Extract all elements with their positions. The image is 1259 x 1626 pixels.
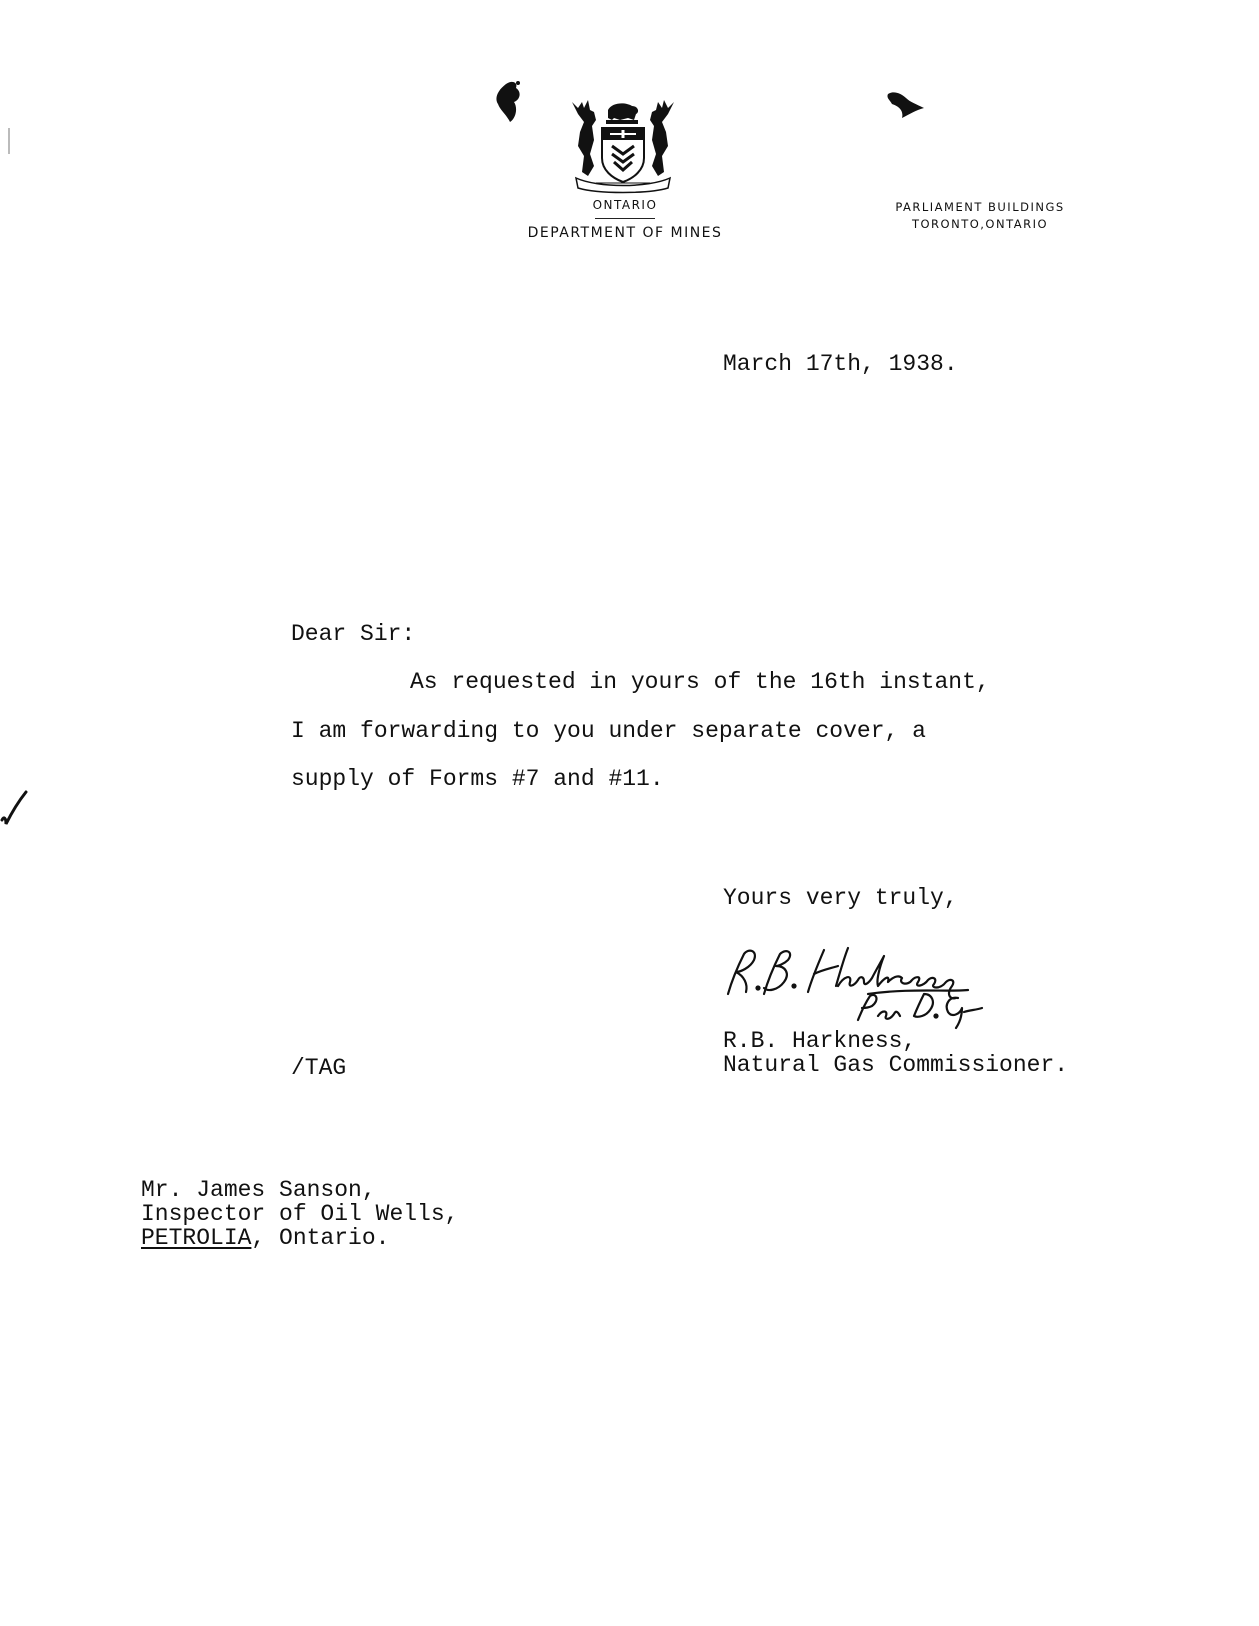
check-mark-icon: [0, 790, 28, 826]
margin-mark: [8, 128, 10, 154]
province-label: ONTARIO: [592, 198, 658, 212]
body-line: I am forwarding to you under separate cover, a: [291, 718, 926, 744]
recipient-title: Inspector of Oil Wells,: [141, 1201, 459, 1227]
flourish-icon: [492, 78, 526, 126]
closing: Yours very truly,: [723, 885, 958, 911]
recipient-address: [141, 1226, 389, 1250]
coat-of-arms-icon: [568, 96, 678, 196]
letter-date: March 17th, 1938.: [723, 351, 958, 377]
department-label: DEPARTMENT OF MINES: [527, 225, 723, 241]
body-line: As requested in yours of the 16th instant,: [410, 669, 990, 695]
typist-initials: /TAG: [291, 1055, 347, 1081]
recipient-province: , Ontario.: [251, 1225, 390, 1251]
signer-name: R.B. Harkness,: [723, 1028, 917, 1054]
recipient-town: PETROLIA: [141, 1225, 252, 1251]
recipient-name: Mr. James Sanson,: [141, 1177, 376, 1203]
handwritten-signature: [718, 936, 1008, 1036]
address-line-2: TORONTO,ONTARIO: [911, 217, 1049, 231]
divider: [595, 218, 655, 219]
salutation: Dear Sir:: [291, 621, 416, 647]
body-line: supply of Forms #7 and #11.: [291, 766, 664, 792]
address-line-1: PARLIAMENT BUILDINGS: [895, 200, 1065, 214]
signer-title: Natural Gas Commissioner.: [723, 1052, 1069, 1078]
flourish-icon: [884, 88, 928, 122]
